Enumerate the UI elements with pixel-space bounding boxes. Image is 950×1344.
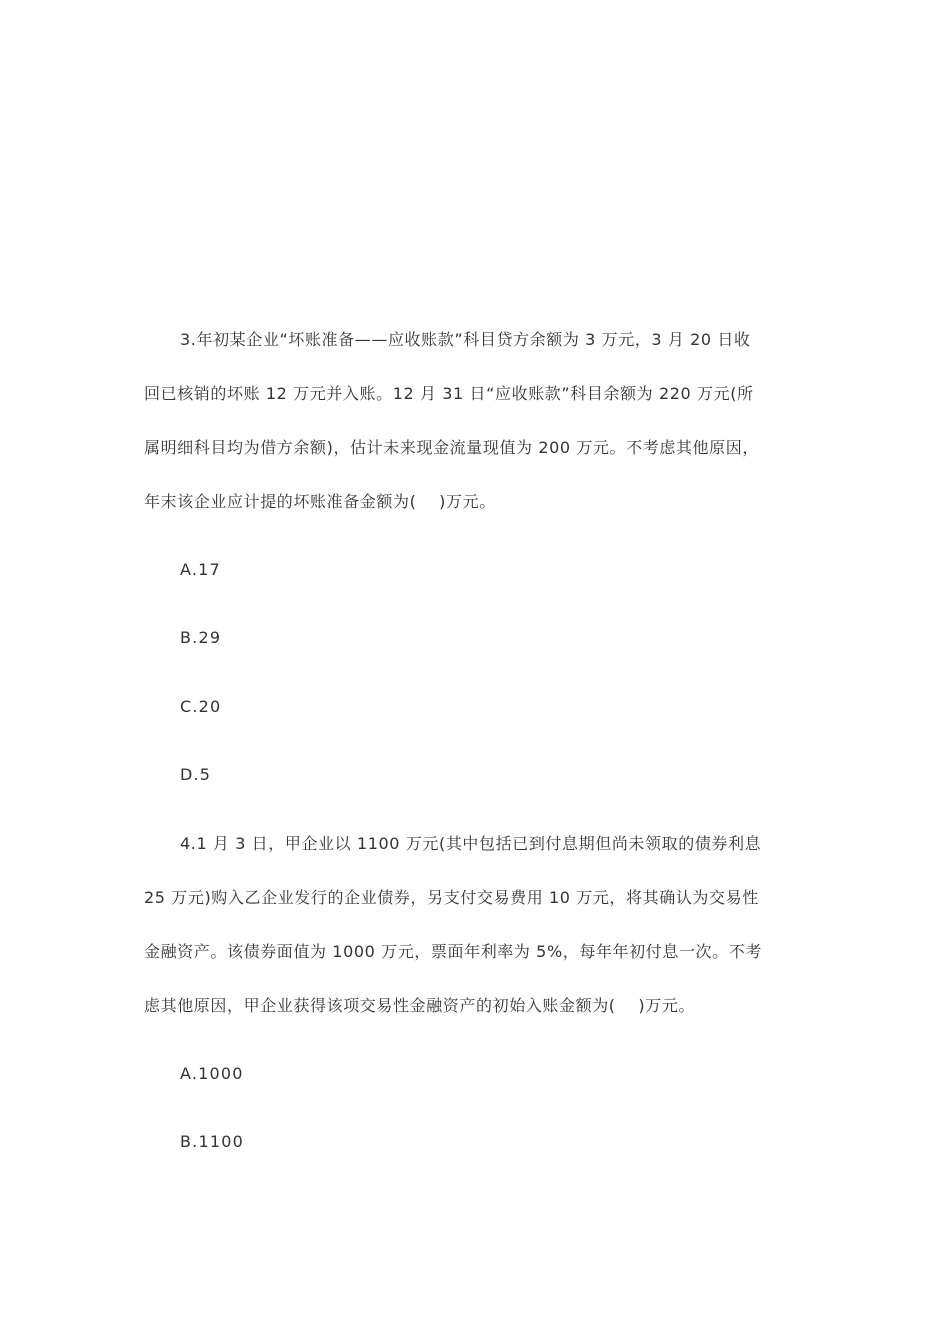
question-text-line: 虑其他原因，甲企业获得该项交易性金融资产的初始入账金额为( )万元。 (144, 996, 696, 1015)
option-c: C.20 (180, 697, 222, 716)
question-text-line: 3.年初某企业“坏账准备——应收账款”科目贷方余额为 3 万元，3 月 20 日收 (180, 330, 751, 349)
option-a: A.1000 (180, 1064, 244, 1083)
question-text-line: 回已核销的坏账 12 万元并入账。12 月 31 日“应收账款”科目余额为 220 万元(所 (144, 384, 754, 403)
question-text-line: 属明细科目均为借方余额)，估计未来现金流量现值为 200 万元。不考虑其他原因， (144, 438, 759, 457)
option-b: B.29 (180, 628, 222, 647)
question-text-line: 25 万元)购入乙企业发行的企业债券，另支付交易费用 10 万元，将其确认为交易性 (144, 888, 759, 907)
option-b: B.1100 (180, 1132, 244, 1151)
question-text-line: 金融资产。该债券面值为 1000 万元，票面年利率为 5%，每年年初付息一次。不考 (144, 942, 762, 961)
question-text-line: 4.1 月 3 日，甲企业以 1100 万元(其中包括已到付息期但尚未领取的债券利息 (180, 834, 762, 853)
option-a: A.17 (180, 560, 221, 579)
question-text-line: 年末该企业应计提的坏账准备金额为( )万元。 (144, 492, 496, 511)
option-d: D.5 (180, 765, 212, 784)
